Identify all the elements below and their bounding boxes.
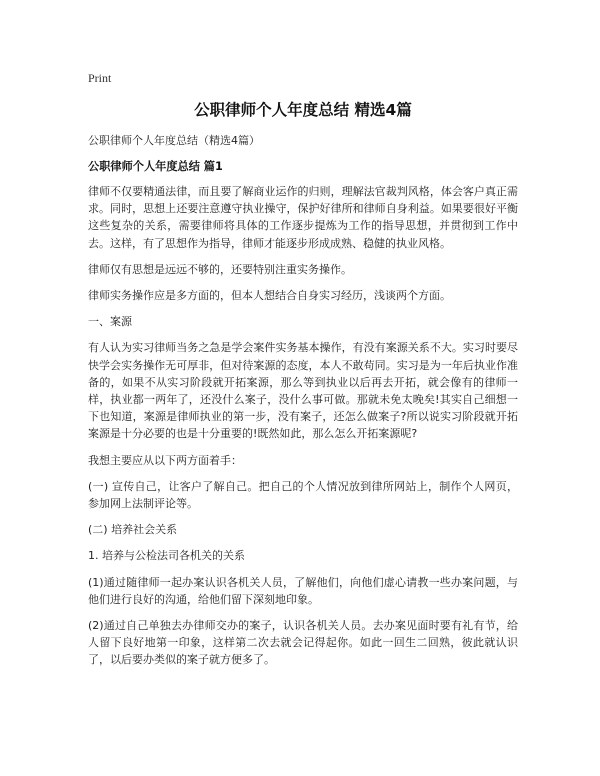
heading-agency-relations: 1. 培养与公检法司各机关的关系 [88, 549, 245, 563]
heading-social-relations: (二) 培养社会关系 [88, 523, 178, 537]
paragraph-item-1: (1)通过随律师一起办案认识各机关人员，了解他们，向他们虚心请教一些办案问题，与他们进行良好的沟通，给他们留下深刻地印象。 [88, 575, 518, 606]
paragraph-item-2: (2)通过自己单独去办律师交办的案子，认识各机关人员。去办案见面时要有礼有节，给人留下良好地第一印象，这样第二次去就会记得起你。如此一回生二回熟，彼此就认识了，以后要办类似的案子就方便多了。 [88, 619, 518, 667]
print-link[interactable]: Print [88, 71, 112, 85]
document-body [88, 132, 518, 678]
document-subtitle: 公职律师个人年度总结（精选4篇） [88, 134, 260, 147]
paragraph-approach: 我想主要应从以下两方面着手： [88, 453, 242, 467]
paragraph-aspects: 律师实务操作应是多方面的，但本人想结合自身实习经历，浅谈两个方面。 [88, 289, 451, 303]
paragraph-practice: 律师仅有思想是远远不够的，还要特别注重实务操作。 [88, 262, 352, 276]
paragraph-case-source: 有人认为实习律师当务之急是学会案件实务基本操作，有没有案源关系不大。实习时要尽快学会实务操作无可厚非，但对待案源的态度，本人不敢苟同。实习是为一年后执业作准备的，如果不从实习阶段就开拓案源，那么等到执业以后再去开拓，就会像有的律师一样，执业都一两年了，还没什么案子，没什么事可做。那就未免太晚矣!其实自己细想一下也知道，案源是律师执业的第一步，没有案子，还怎么做案子?所以说实习阶段就开拓案源是十分必要的也是十分重要的!既然如此，那么怎么开拓案源呢? [88, 341, 518, 441]
section-heading: 公职律师个人年度总结 篇1 [88, 160, 223, 173]
heading-case-source: 一、案源 [88, 315, 132, 329]
document-title: 公职律师个人年度总结 精选4篇 [194, 101, 412, 119]
paragraph-promote-self: (一) 宣传自己，让客户了解自己。把自己的个人情况放到律所网站上，制作个人网页，参加网上法制评论等。 [88, 479, 518, 511]
paragraph-intro: 律师不仅要精通法律，而且要了解商业运作的归则，理解法官裁判风格，体会客户真正需求。同时，思想上还要注意遵守执业操守，保护好律所和律师自身利益。如果要很好平衡这些复杂的关系，需要律师将具体的工作逐步提炼为工作的指导思想，并贯彻到工作中去。这样，有了思想作为指导，律师才能逐步形成成熟、稳健的执业风格。 [88, 185, 518, 250]
